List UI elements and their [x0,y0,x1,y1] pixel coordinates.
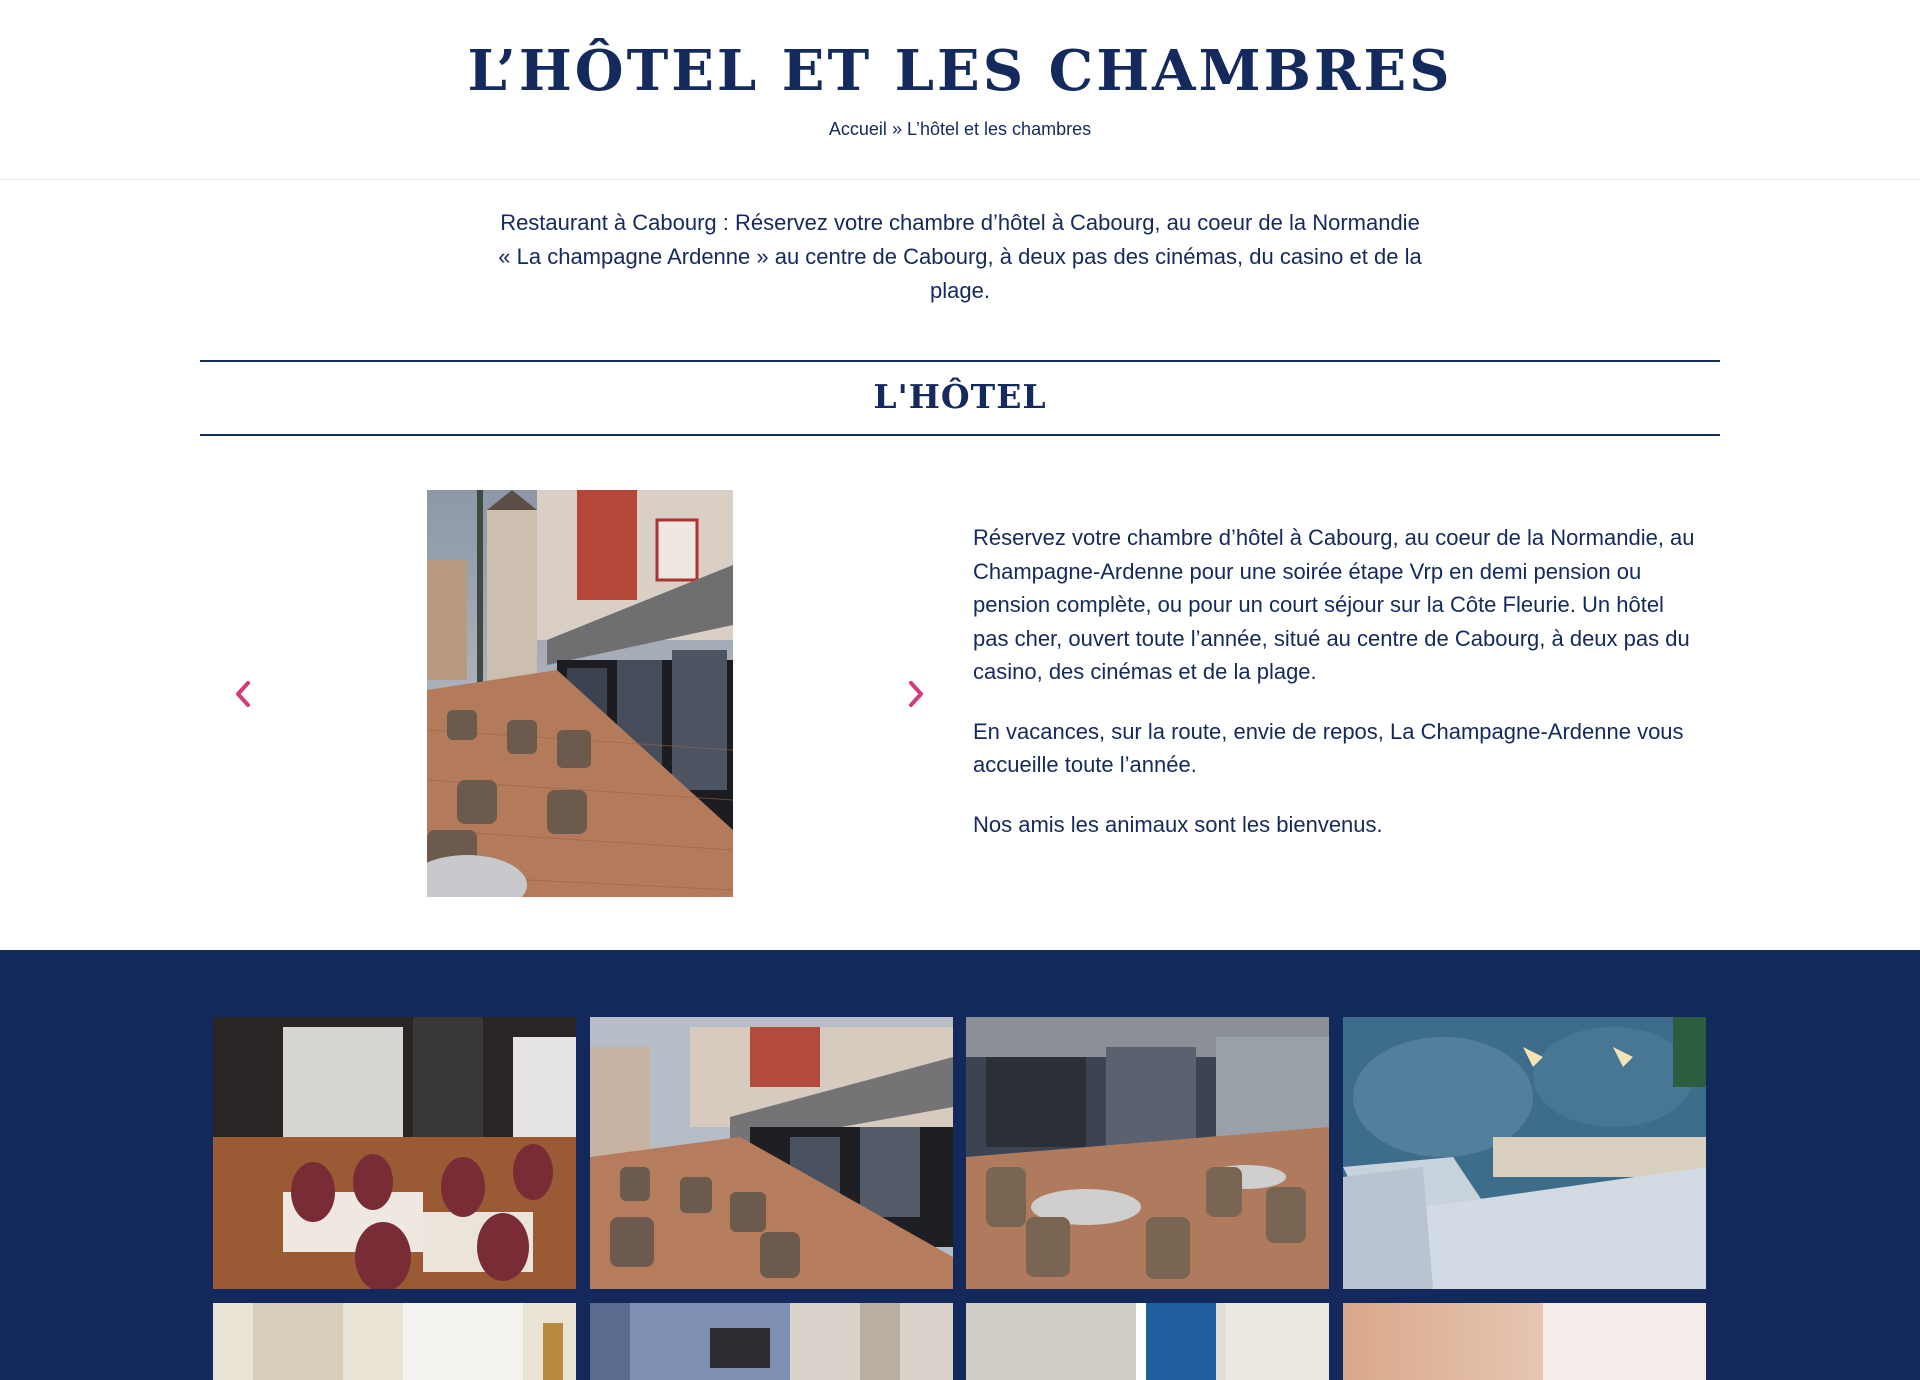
breadcrumb-home-link[interactable]: Accueil [828,119,887,139]
section-top-rule [200,360,1720,362]
hotel-paragraph: Nos amis les animaux sont les bienvenus. [973,811,1383,837]
intro-line: Restaurant à Cabourg : Réservez votre chambre d’hôtel à Cabourg, au coeur de la Normandie [500,210,1420,235]
chevron-right-icon [905,679,927,709]
gallery-thumb-room-tv[interactable] [590,1303,953,1380]
gallery-thumb-room-door[interactable] [213,1303,576,1380]
bathroom-photo [966,1303,1329,1380]
hotel-paragraph: En vacances, sur la route, envie de repos, La Champagne-Ardenne vous accueille toute l’année. [973,718,1684,777]
restaurant-photo [213,1017,576,1289]
gallery-thumb-terrace-tables[interactable] [966,1017,1329,1289]
breadcrumb-separator: » [891,119,902,139]
page-header [0,0,1920,180]
slider-next-button[interactable] [898,676,934,712]
breadcrumb-current: L’hôtel et les chambres [906,119,1092,139]
gallery-thumb-bathroom[interactable] [966,1303,1329,1380]
section-bottom-rule [200,434,1720,436]
terrace-photo [427,490,733,897]
breadcrumb [0,119,1920,140]
gallery-thumb-bedroom[interactable] [1343,1017,1706,1289]
page-title: L’HÔTEL ET LES CHAMBRES [467,38,1453,104]
gallery-thumb-wardrobe[interactable] [1343,1303,1706,1380]
chevron-left-icon [232,679,254,709]
intro-line: « La champagne Ardenne » au centre de Cabourg, à deux pas des cinémas, du casino et de la [498,244,1422,269]
hotel-paragraph: Réservez votre chambre d’hôtel à Cabourg, au coeur de la Normandie, au Champagne-Ardenne pour une soirée étape Vrp en demi pension ou pension complète, ou pour un court séjour sur la Côte Fleurie. Un hôtel pas cher, ouvert toute l’année, situé au centre de Cabourg, à deux pas du casino, des cinémas et de la plage. [973,525,1695,684]
section-title: L'HÔTEL [873,377,1047,416]
slider-prev-button[interactable] [225,676,261,712]
intro-line: plage. [930,278,990,303]
gallery-thumb-terrace-street[interactable] [590,1017,953,1289]
terrace-tables-photo [966,1017,1329,1289]
intro-text [440,206,1480,308]
bedroom-photo [1343,1017,1706,1289]
wardrobe-photo [1343,1303,1706,1380]
slide-image-terrace [427,490,733,897]
photo-gallery [0,950,1920,1380]
terrace-street-photo [590,1017,953,1289]
room-tv-photo [590,1303,953,1380]
room-door-photo [213,1303,576,1380]
gallery-thumb-restaurant[interactable] [213,1017,576,1289]
hotel-description [973,521,1703,867]
